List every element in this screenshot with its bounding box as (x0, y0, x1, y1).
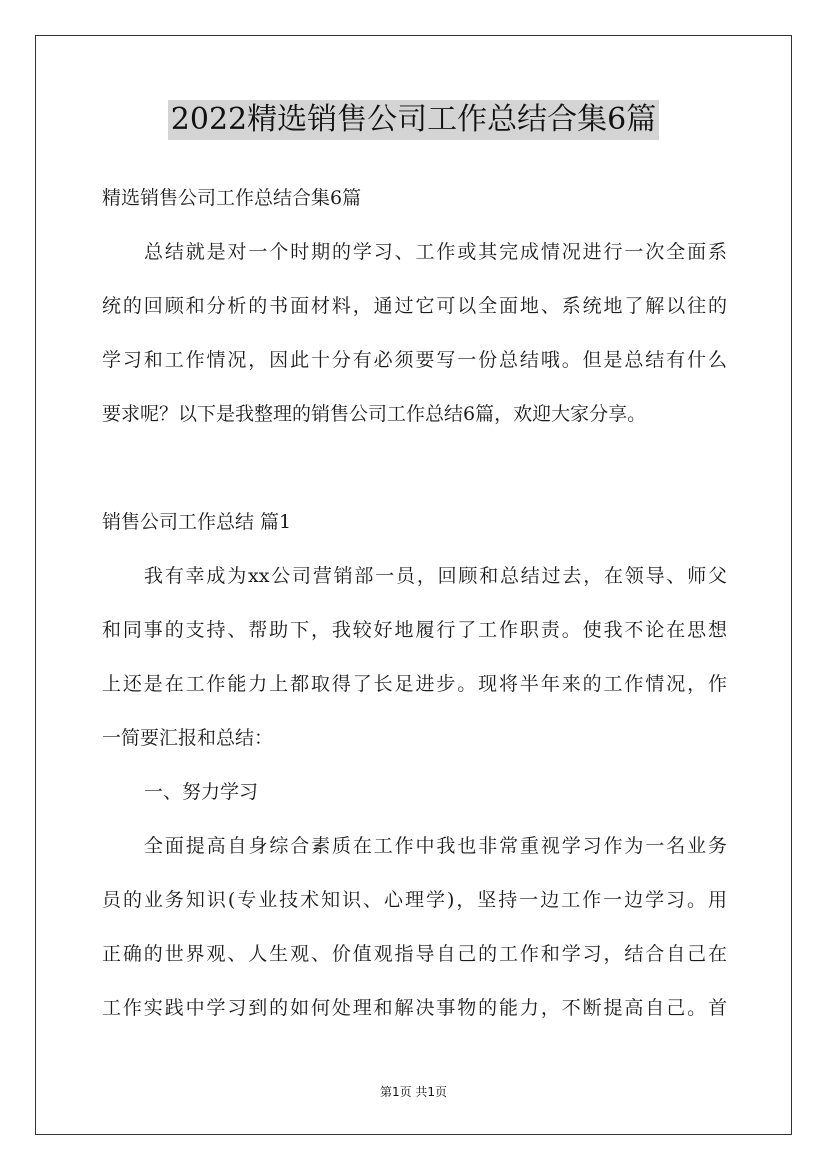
section-heading: 销售公司工作总结 篇1 (102, 511, 292, 533)
document-subtitle: 精选销售公司工作总结合集6篇 (102, 187, 362, 209)
paragraph-line: 全面提高自身综合素质在工作中我也非常重视学习作为一名业务 (144, 835, 727, 857)
intro-line: 统的回顾和分析的书面材料，通过它可以全面地、系统地了解以往的 (102, 295, 727, 317)
paragraph-line: 员的业务知识(专业技术知识、心理学)，坚持一边工作一边学习。用 (102, 889, 727, 911)
paragraph-line: 上还是在工作能力上都取得了长足进步。现将半年来的工作情况，作 (102, 673, 727, 695)
document-body (102, 171, 727, 1035)
intro-line: 要求呢？以下是我整理的销售公司工作总结6篇，欢迎大家分享。 (102, 403, 647, 425)
title-area (0, 100, 827, 140)
paragraph-line: 正确的世界观、人生观、价值观指导自己的工作和学习，结合自己在 (102, 943, 727, 965)
paragraph-gap (102, 441, 727, 495)
paragraph-line: 我有幸成为xx公司营销部一员，回顾和总结过去，在领导、师父 (144, 565, 727, 587)
page-footer: 第1页 共1页 (379, 1085, 448, 1099)
paragraph-line: 工作实践中学习到的如何处理和解决事物的能力，不断提高自己。首 (102, 997, 727, 1019)
intro-line: 总结就是对一个时期的学习、工作或其完成情况进行一次全面系 (144, 241, 727, 263)
subheading: 一、努力学习 (144, 781, 259, 803)
intro-line: 学习和工作情况，因此十分有必须要写一份总结哦。但是总结有什么 (102, 349, 727, 371)
paragraph-line: 和同事的支持、帮助下，我较好地履行了工作职责。使我不论在思想 (102, 619, 727, 641)
paragraph-line: 一简要汇报和总结： (102, 727, 274, 749)
document-title: 2022精选销售公司工作总结合集6篇 (168, 100, 659, 140)
